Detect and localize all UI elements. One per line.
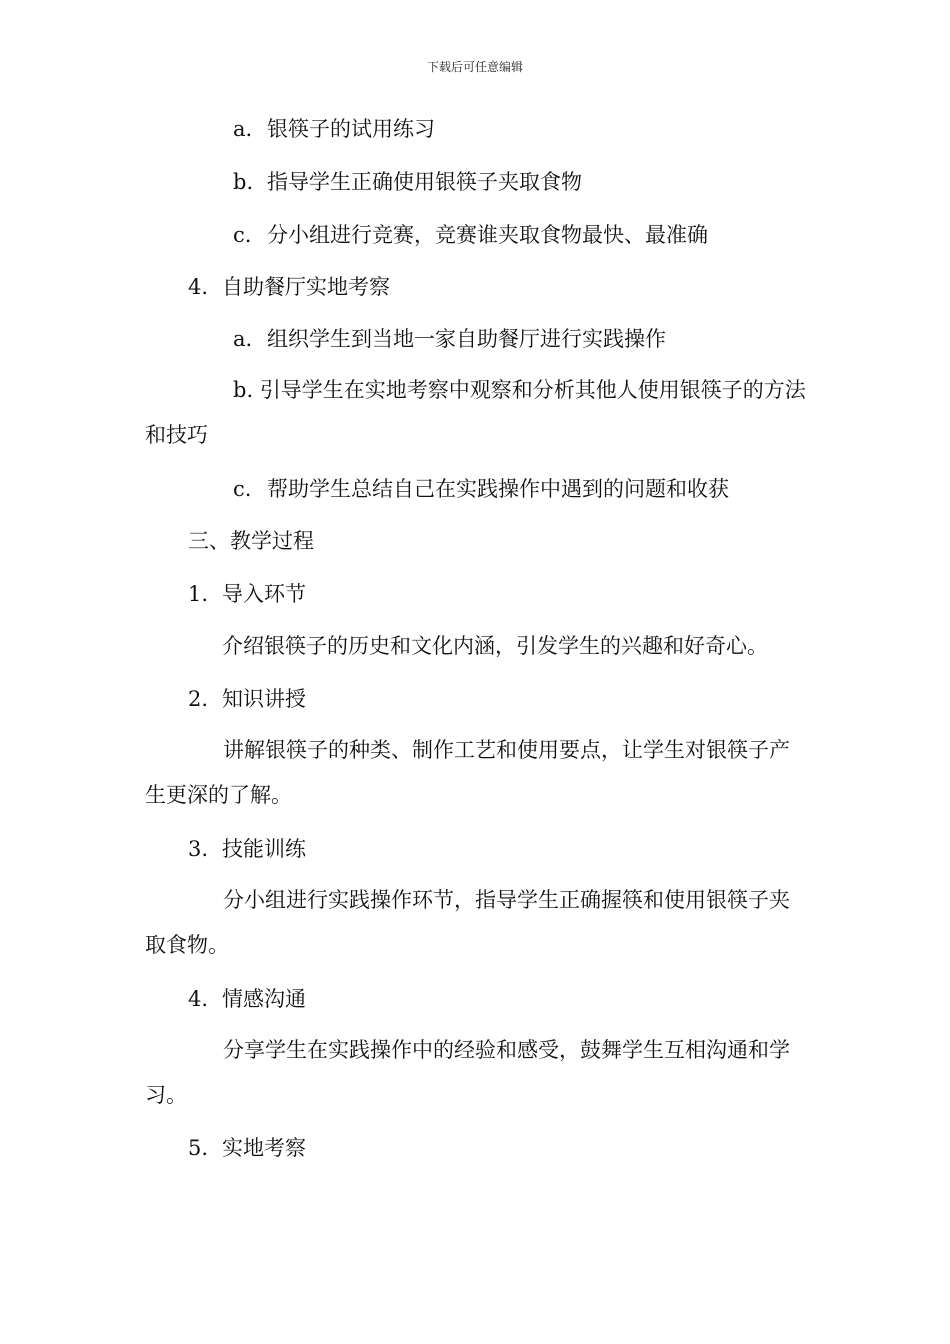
list-marker: a.: [233, 117, 253, 141]
list-item-text: 银筷子的试用练习: [267, 117, 435, 141]
list-item-text: 帮助学生总结自己在实践操作中遇到的问题和收获: [267, 477, 729, 501]
list-marker: c.: [233, 223, 252, 247]
section-4-heading: [188, 274, 390, 300]
section-heading-3: 三、教学过程: [188, 529, 314, 553]
list-marker: 3.: [188, 837, 209, 861]
list-item-text: 组织学生到当地一家自助餐厅进行实践操作: [267, 327, 666, 351]
page-header-note: 下载后可任意编辑: [426, 60, 523, 74]
list-item-text: 分小组进行竞赛，竞赛谁夹取食物最快、最准确: [267, 223, 708, 247]
list-marker: b.: [233, 170, 254, 194]
step-5-heading: [188, 1135, 306, 1161]
step-heading-text: 知识讲授: [222, 687, 306, 711]
step-3-body: 分小组进行实践操作环节，指导学生正确握筷和使用银筷子夹取食物。: [145, 888, 790, 957]
section-heading-text: 自助餐厅实地考察: [222, 275, 390, 299]
step-3-heading: [188, 836, 306, 862]
list-item-text: 指导学生正确使用银筷子夹取食物: [267, 170, 582, 194]
step-heading-text: 技能训练: [222, 837, 306, 861]
list-marker: c.: [233, 477, 252, 501]
list-marker: a.: [233, 327, 253, 351]
list-item-c2: [233, 476, 729, 502]
list-item-b2: b. 引导学生在实地考察中观察和分析其他人使用银筷子的方法和技巧: [145, 378, 806, 447]
step-heading-text: 导入环节: [222, 582, 306, 606]
list-item-a1: [233, 116, 435, 142]
step-1-heading: [188, 581, 306, 607]
step-2-heading: [188, 686, 306, 712]
step-2-body: 讲解银筷子的种类、制作工艺和使用要点，让学生对银筷子产生更深的了解。: [145, 738, 790, 807]
list-marker: 1.: [188, 582, 209, 606]
step-4-body: 分享学生在实践操作中的经验和感受，鼓舞学生互相沟通和学习。: [145, 1038, 790, 1107]
step-4-heading: [188, 986, 306, 1012]
list-item-b1: [233, 169, 582, 195]
list-marker: 5.: [188, 1136, 209, 1160]
list-marker: 4.: [188, 275, 209, 299]
step-1-body: 介绍银筷子的历史和文化内涵，引发学生的兴趣和好奇心。: [222, 634, 768, 658]
list-marker: 4.: [188, 987, 209, 1011]
step-heading-text: 实地考察: [222, 1136, 306, 1160]
step-heading-text: 情感沟通: [222, 987, 306, 1011]
list-item-a2: [233, 326, 666, 352]
list-marker: 2.: [188, 687, 209, 711]
list-item-c1: [233, 222, 708, 248]
